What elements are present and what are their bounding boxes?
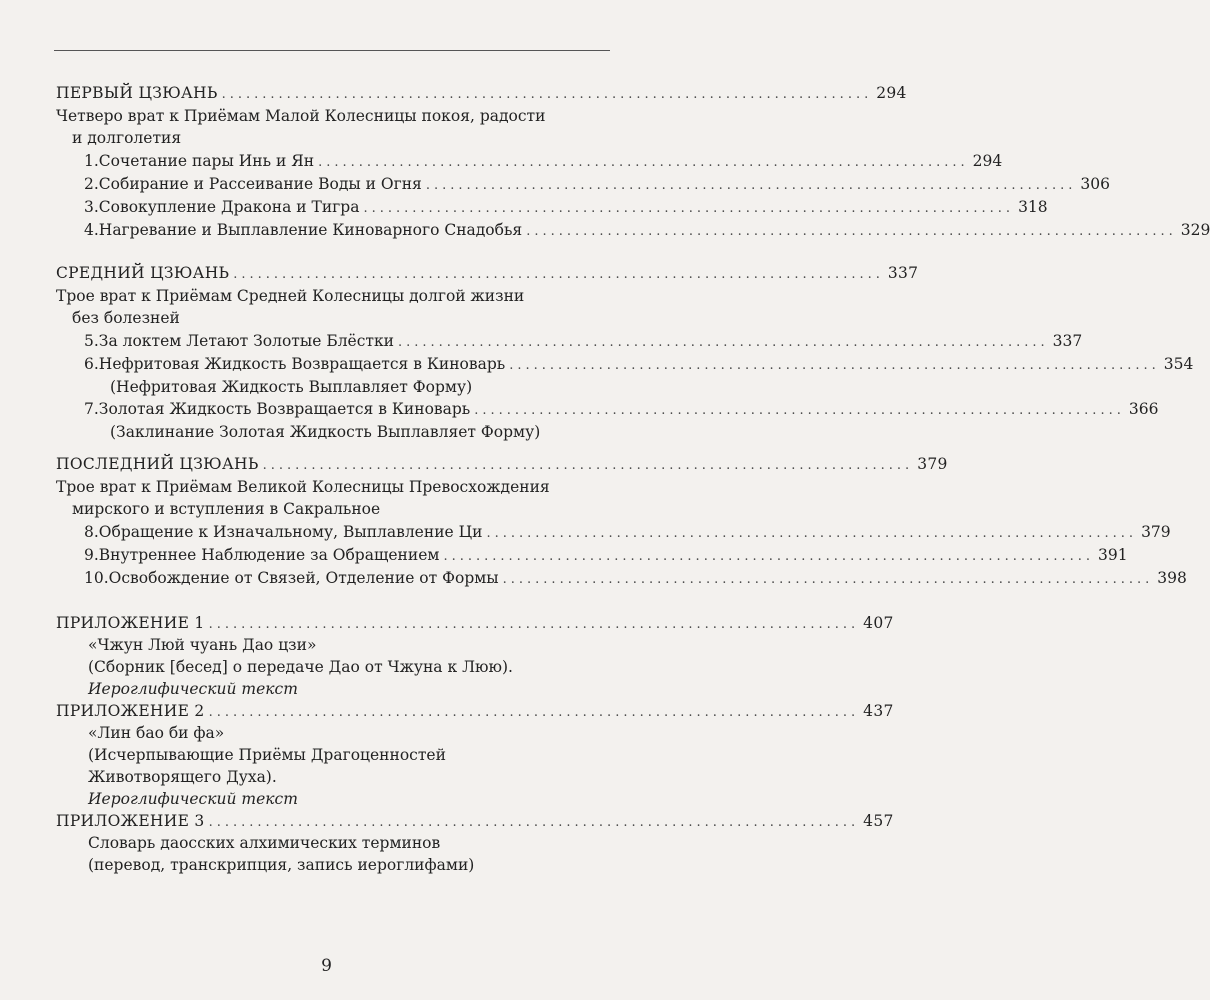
leader-dots: ................................................................................ bbox=[443, 549, 1095, 564]
leader-dots: ................................................................................ bbox=[208, 815, 860, 830]
leader-dots: ................................................................................ bbox=[318, 155, 969, 170]
appendix-line: Словарь даосских алхимических терминов bbox=[88, 834, 441, 852]
toc-entry[interactable]: 5. За локтем Летают Золотые Блёстки ................................................................................ 337 bbox=[84, 330, 610, 352]
leader-dots: ................................................................................ bbox=[363, 201, 1015, 216]
toc-entry[interactable]: 1. Сочетание пары Инь и Ян ................................................................................ 294 bbox=[84, 150, 610, 172]
leader-dots: ................................................................................ bbox=[208, 705, 860, 720]
appendix-heading[interactable]: ПРИЛОЖЕНИЕ 3 ................................................................................ 457 bbox=[56, 810, 610, 832]
section-title: ПЕРВЫЙ ЦЗЮАНЬ bbox=[56, 84, 218, 102]
section-intro: и долголетия bbox=[72, 129, 182, 147]
section-intro: Трое врат к Приёмам Средней Колесницы долгой жизни bbox=[56, 287, 525, 305]
leader-dots: ................................................................................ bbox=[221, 87, 873, 102]
toc-entry[interactable]: 2. Собирание и Рассеивание Воды и Огня ................................................................................ 306 bbox=[84, 173, 610, 195]
toc-entry[interactable]: 10. Освобождение от Связей, Отделение от Формы ................................................................................ 398 bbox=[84, 567, 610, 589]
section-heading[interactable]: СРЕДНИЙ ЦЗЮАНЬ ................................................................................ 337 bbox=[56, 262, 610, 284]
leader-dots: ................................................................................ bbox=[502, 572, 1154, 587]
leader-dots: ................................................................................ bbox=[398, 335, 1049, 350]
section-heading[interactable]: ПОСЛЕДНИЙ ЦЗЮАНЬ ................................................................................ 379 bbox=[56, 453, 610, 475]
page-ref: 294 bbox=[876, 84, 907, 102]
appendix-line: «Лин бао би фа» bbox=[88, 724, 225, 742]
leader-dots: ................................................................................ bbox=[486, 526, 1138, 541]
appendix-heading[interactable]: ПРИЛОЖЕНИЕ 1 ................................................................................ 407 bbox=[56, 612, 610, 634]
appendix-line: «Чжун Люй чуань Дао цзи» bbox=[88, 636, 317, 654]
section-title: ПОСЛЕДНИЙ ЦЗЮАНЬ bbox=[56, 455, 259, 473]
section-intro: мирского и вступления в Сакральное bbox=[72, 500, 381, 518]
toc-entry[interactable]: 9. Внутреннее Наблюдение за Обращением ................................................................................ 391 bbox=[84, 544, 610, 566]
section-intro: Четверо врат к Приёмам Малой Колесницы покоя, радости bbox=[56, 107, 546, 125]
toc-entry[interactable]: 6. Нефритовая Жидкость Возвращается в Киноварь ................................................................................ 354 bbox=[84, 353, 610, 375]
section-intro: Трое врат к Приёмам Великой Колесницы Превосхождения bbox=[56, 478, 550, 496]
leader-dots: ................................................................................ bbox=[509, 358, 1160, 373]
section-intro: без болезней bbox=[72, 309, 180, 327]
appendix-line: Животворящего Духа). bbox=[88, 768, 277, 786]
appendix-heading[interactable]: ПРИЛОЖЕНИЕ 2 ................................................................................ 437 bbox=[56, 700, 610, 722]
leader-dots: ................................................................................ bbox=[526, 224, 1177, 239]
toc-entry[interactable]: 3. Совокупление Дракона и Тигра ................................................................................ 318 bbox=[84, 196, 610, 218]
page-number: 9 bbox=[321, 956, 332, 976]
leader-dots: ................................................................................ bbox=[474, 403, 1125, 418]
appendix-line: (Исчерпывающие Приёмы Драгоценностей bbox=[88, 746, 446, 764]
appendix-note: Иероглифический текст bbox=[88, 680, 298, 698]
toc-entry[interactable]: 7. Золотая Жидкость Возвращается в Киноварь ................................................................................ 366 bbox=[84, 398, 610, 420]
leader-dots: ................................................................................ bbox=[233, 267, 884, 282]
section-title: СРЕДНИЙ ЦЗЮАНЬ bbox=[56, 264, 230, 282]
toc-entry[interactable]: 4. Нагревание и Выплавление Киноварного Снадобья ................................................................................ 329 bbox=[84, 219, 610, 241]
section-heading[interactable] bbox=[56, 82, 907, 104]
leader-dots: ................................................................................ bbox=[208, 617, 860, 632]
appendix-line: (перевод, транскрипция, запись иероглифами) bbox=[88, 856, 475, 874]
appendix-line: (Сборник [бесед] о передаче Дао от Чжуна к Люю). bbox=[88, 658, 513, 676]
toc-entry[interactable]: 8. Обращение к Изначальному, Выплавление Ци ................................................................................ 379 bbox=[84, 521, 610, 543]
leader-dots: ................................................................................ bbox=[262, 458, 914, 473]
toc-entry-subtitle: (Нефритовая Жидкость Выплавляет Форму) bbox=[110, 378, 473, 396]
leader-dots: ................................................................................ bbox=[425, 178, 1077, 193]
toc-entry-subtitle: (Заклинание Золотая Жидкость Выплавляет Форму) bbox=[110, 423, 541, 441]
appendix-note: Иероглифический текст bbox=[88, 790, 298, 808]
